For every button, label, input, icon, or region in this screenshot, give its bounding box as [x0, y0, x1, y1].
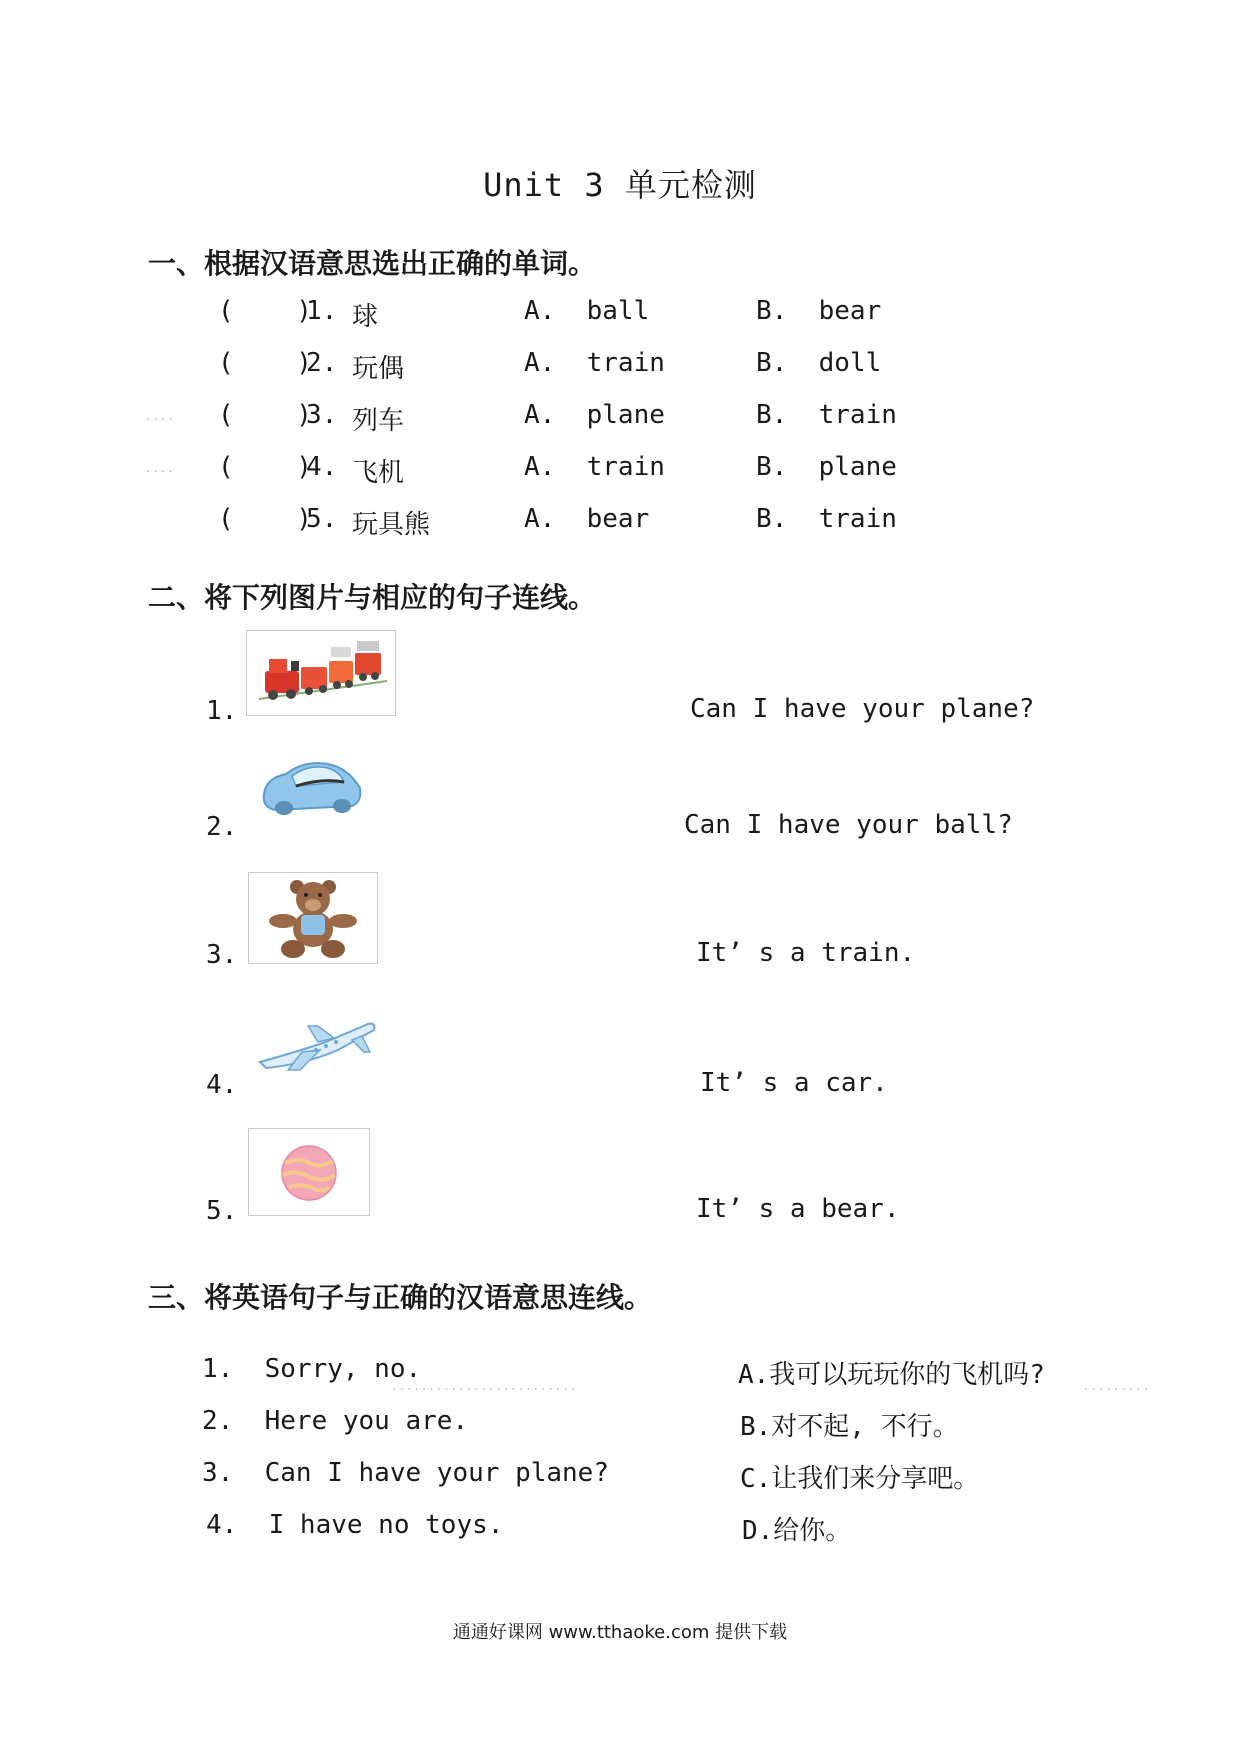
- dot-leader: .........................: [392, 1378, 579, 1394]
- item-number: 2.: [206, 812, 238, 842]
- chinese-meaning[interactable]: A.我可以玩玩你的飞机吗?: [738, 1360, 1045, 1390]
- toy-car-icon: [256, 752, 368, 824]
- chinese-word: 玩具熊: [352, 510, 431, 540]
- toy-plane-icon: [256, 1012, 380, 1074]
- match-sentence[interactable]: Can I have your ball?: [684, 810, 1013, 840]
- section2-heading: 二、将下列图片与相应的句子连线。: [148, 581, 597, 614]
- english-sentence[interactable]: 1. Sorry, no.: [202, 1354, 422, 1384]
- answer-blank[interactable]: ( ): [218, 296, 312, 326]
- answer-blank[interactable]: ( ): [218, 400, 312, 430]
- chinese-word: 球: [352, 302, 379, 332]
- option-b: B. doll: [756, 348, 882, 378]
- answer-blank[interactable]: ( ): [218, 348, 312, 378]
- answer-blank[interactable]: ( ): [218, 504, 312, 534]
- match-sentence[interactable]: It’ s a train.: [696, 938, 916, 968]
- item-number: 4.: [306, 452, 338, 482]
- match-sentence[interactable]: Can I have your plane?: [690, 694, 1035, 724]
- page-title: Unit 3 单元检测: [483, 166, 757, 204]
- section3-heading: 三、将英语句子与正确的汉语意思连线。: [148, 1281, 653, 1314]
- chinese-meaning[interactable]: B.对不起, 不行。: [740, 1412, 959, 1442]
- chinese-word: 列车: [352, 406, 405, 436]
- option-a: A. plane: [524, 400, 665, 430]
- toy-plane-image[interactable]: [256, 1012, 380, 1074]
- toy-car-image[interactable]: [256, 752, 368, 824]
- dot-leader: ....: [146, 460, 176, 476]
- item-number: 1.: [206, 696, 238, 726]
- match-sentence[interactable]: It’ s a car.: [700, 1068, 888, 1098]
- item-number: 5.: [206, 1196, 238, 1226]
- toy-train-icon: [247, 631, 395, 715]
- english-sentence[interactable]: 2. Here you are.: [202, 1406, 469, 1436]
- option-b: B. train: [756, 400, 897, 430]
- page-footer: 通通好课网 www.tthaoke.com 提供下载: [452, 1622, 788, 1643]
- option-a: A. train: [524, 452, 665, 482]
- section1-heading: 一、根据汉语意思选出正确的单词。: [148, 247, 597, 280]
- answer-blank[interactable]: ( ): [218, 452, 312, 482]
- item-number: 1.: [306, 296, 338, 326]
- option-b: B. plane: [756, 452, 897, 482]
- match-sentence[interactable]: It’ s a bear.: [696, 1194, 900, 1224]
- item-number: 3.: [306, 400, 338, 430]
- ball-icon: [249, 1129, 369, 1215]
- chinese-word: 飞机: [352, 458, 405, 488]
- ball-image[interactable]: [248, 1128, 370, 1216]
- option-b: B. bear: [756, 296, 882, 326]
- teddy-bear-image[interactable]: [248, 872, 378, 964]
- chinese-meaning[interactable]: D.给你。: [742, 1516, 852, 1546]
- item-number: 2.: [306, 348, 338, 378]
- dot-leader: .........: [1084, 1378, 1152, 1394]
- item-number: 3.: [206, 940, 238, 970]
- dot-leader: ....: [146, 408, 176, 424]
- item-number: 4.: [206, 1070, 238, 1100]
- english-sentence[interactable]: 3. Can I have your plane?: [202, 1458, 609, 1488]
- item-number: 5.: [306, 504, 338, 534]
- option-a: A. bear: [524, 504, 650, 534]
- option-b: B. train: [756, 504, 897, 534]
- option-a: A. ball: [524, 296, 650, 326]
- chinese-word: 玩偶: [352, 354, 405, 384]
- toy-train-image[interactable]: [246, 630, 396, 716]
- teddy-bear-icon: [249, 873, 377, 963]
- english-sentence[interactable]: 4. I have no toys.: [206, 1510, 504, 1540]
- option-a: A. train: [524, 348, 665, 378]
- chinese-meaning[interactable]: C.让我们来分享吧。: [740, 1464, 980, 1494]
